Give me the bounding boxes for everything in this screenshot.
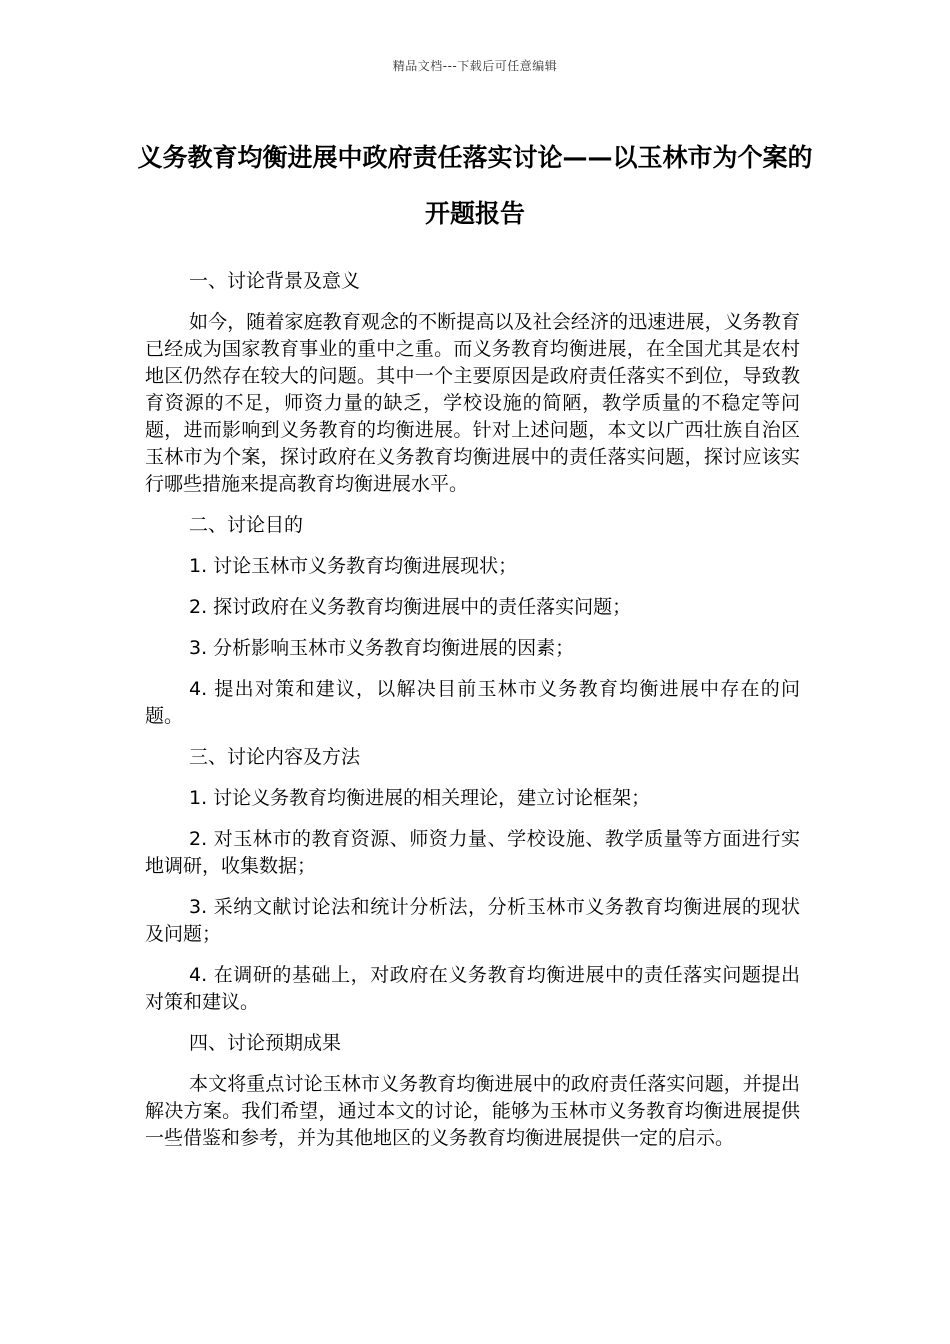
list-item: 1. 讨论义务教育均衡进展的相关理论，建立讨论框架； [189, 787, 651, 809]
page-header-note: 精品文档---下载后可任意编辑 [392, 59, 558, 73]
list-item: 2. 探讨政府在义务教育均衡进展中的责任落实问题； [189, 596, 632, 618]
list-item: 4. 在调研的基础上，对政府在义务教育均衡进展中的责任落实问题提出对策和建议。 [145, 964, 800, 1013]
list-item: 3. 采纳文献讨论法和统计分析法，分析玉林市义务教育均衡进展的现状及问题； [145, 896, 800, 945]
list-item: 1. 讨论玉林市义务教育均衡进展现状； [189, 555, 518, 577]
list-item: 4. 提出对策和建议，以解决目前玉林市义务教育均衡进展中存在的问题。 [145, 678, 800, 727]
list-item: 3. 分析影响玉林市义务教育均衡进展的因素； [189, 637, 575, 659]
list-item: 2. 对玉林市的教育资源、师资力量、学校设施、教学质量等方面进行实地调研，收集数据； [145, 828, 800, 877]
section-heading: 一、讨论背景及意义 [189, 270, 361, 292]
paragraph: 如今，随着家庭教育观念的不断提高以及社会经济的迅速进展，义务教育已经成为国家教育事业的重中之重。而义务教育均衡进展，在全国尤其是农村地区仍然存在较大的问题。其中一个主要原因是政府责任落实不到位，导致教育资源的不足，师资力量的缺乏，学校设施的简陋，教学质量的不稳定等问题，进而影响到义务教育的均衡进展。针对上述问题，本文以广西壮族自治区玉林市为个案，探讨政府在义务教育均衡进展中的责任落实问题，探讨应该实行哪些措施来提高教育均衡进展水平。 [145, 311, 800, 495]
paragraph: 本文将重点讨论玉林市义务教育均衡进展中的政府责任落实问题，并提出解决方案。我们希望，通过本文的讨论，能够为玉林市义务教育均衡进展提供一些借鉴和参考，并为其他地区的义务教育均衡进展提供一定的启示。 [145, 1073, 800, 1149]
section-heading: 二、讨论目的 [189, 514, 304, 536]
document-title: 义务教育均衡进展中政府责任落实讨论——以玉林市为个案的开题报告 [137, 143, 813, 228]
section-heading: 四、讨论预期成果 [189, 1032, 342, 1054]
document-body [145, 268, 800, 1166]
section-heading: 三、讨论内容及方法 [189, 746, 361, 768]
